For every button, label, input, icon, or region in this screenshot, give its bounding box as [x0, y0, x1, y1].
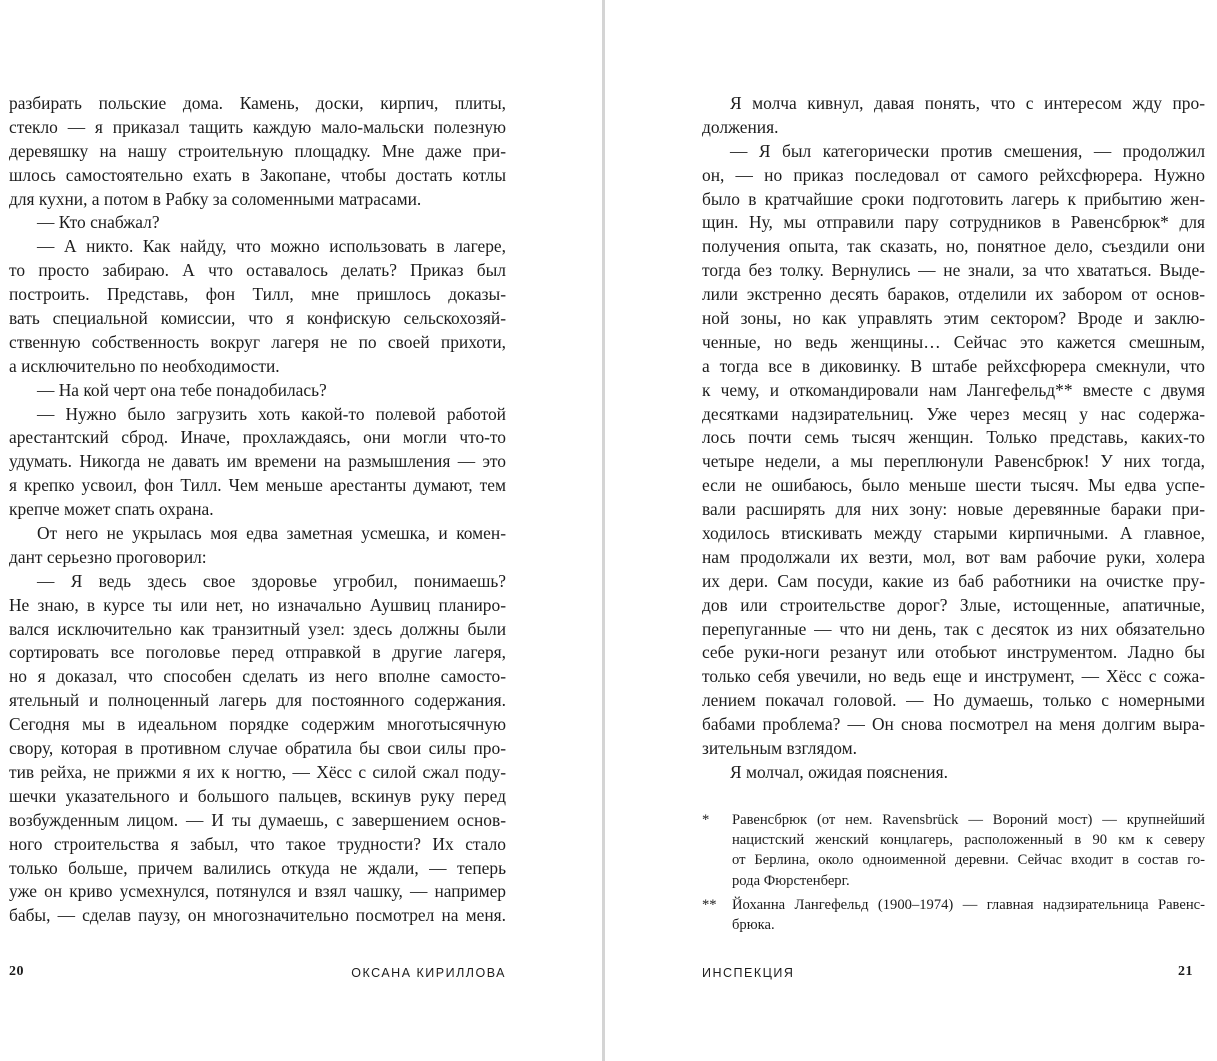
- text-line: — Я был категорически против смешения, — продолжил: [730, 140, 1205, 161]
- footnote-mark: **: [702, 896, 717, 913]
- footnote: [702, 810, 1205, 891]
- text-line: От него не укрылась моя едва заметная усмешка, и комен-: [37, 523, 506, 544]
- right-page-number: 21: [1178, 964, 1193, 979]
- text-line: я крепко усвоил, фон Тилл. Чем меньше арестанты думают, тем: [9, 475, 506, 496]
- left-page-number: 20: [9, 964, 24, 979]
- text-line: Сегодня мы в идеальном порядке содержим многотысячную: [9, 714, 506, 735]
- text-line: четыре недели, а мы переплюнули Равенсбрюк! У них тогда,: [702, 451, 1205, 472]
- text-line: Не знаю, в курсе ты или нет, но изначально Аушвиц планиро-: [9, 594, 506, 615]
- right-running-head: ИНСПЕКЦИЯ: [702, 966, 795, 980]
- text-line: тив рейха, не прижми я их к ногтю, — Хёсс с силой сжал поду-: [9, 761, 506, 782]
- footnote-line: от Берлина, около одноименной деревни. Сейчас входит в состав го-: [732, 852, 1205, 869]
- text-line: шечки указательного и большого пальцев, вскинув руку перед: [9, 785, 506, 806]
- text-line: — На кой черт она тебе понадобилась?: [37, 379, 327, 400]
- left-page-body: [9, 92, 506, 928]
- text-line: вали расширять для них зону: новые деревянные бараки при-: [702, 499, 1205, 520]
- footnote-line: Равенсбрюк (от нем. Ravensbrück — Вороний мост) — крупнейший: [732, 812, 1205, 828]
- text-line: только больше, причем валились откуда не ждали, — теперь: [9, 857, 506, 878]
- text-line: бабами проблема? — Он снова посмотрел на меня долгим выра-: [702, 714, 1205, 735]
- text-line: ной зоны, но как управлять этим сектором? Вроде и заклю-: [702, 308, 1205, 329]
- text-line: крепче может спать охрана.: [9, 499, 214, 520]
- text-line: построить. Представь, фон Тилл, мне пришлось доказы-: [9, 284, 506, 305]
- text-line: ченные, но ведь женщины… Сейчас это кажется смешным,: [702, 331, 1205, 352]
- footnote-line: рода Фюрстенберг.: [732, 872, 850, 889]
- right-page: [606, 0, 1217, 1061]
- text-line: перепуганные — что ни день, так с десяток из них обязательно: [702, 618, 1205, 639]
- text-line: бабы, — сделав паузу, он многозначительно посмотрел на меня.: [9, 905, 506, 926]
- text-line: было в кратчайшие сроки подготовить лагерь к прибытию жен-: [702, 188, 1205, 209]
- text-line: ходилось втискивать между старыми кирпичными. А главное,: [702, 523, 1205, 544]
- footnotes: [702, 810, 1205, 939]
- text-line: но я доказал, что способен сделать из него вполне самосто-: [9, 666, 506, 687]
- footnote: [702, 895, 1205, 935]
- text-line: ятельный и полноценный лагерь для постоянного содержания.: [9, 690, 506, 711]
- text-line: возбужденным лицом. — И ты думаешь, с завершением основ-: [9, 809, 506, 830]
- text-line: тогда без толку. Вернулись — не знали, за что хвататься. Выде-: [702, 260, 1205, 281]
- text-line: дов или строительстве дорог? Злые, истощенные, апатичные,: [702, 594, 1205, 615]
- text-line: удумать. Никогда не давать им времени на размышления — это: [9, 451, 506, 472]
- left-page: [0, 0, 604, 1061]
- book-gutter: [602, 0, 605, 1061]
- footnote-mark: *: [702, 812, 710, 828]
- text-line: получения опыта, так сказать, но, понятное дело, съездили они: [702, 236, 1205, 257]
- text-line: только себя увечили, но ведь еще и инструмент, — Хёсс с сожа-: [702, 666, 1205, 687]
- text-line: разбирать польские дома. Камень, доски, кирпич, плиты,: [9, 93, 506, 113]
- footnote-line: нацистский женский концлагерь, расположенный в 90 км к северу: [732, 832, 1205, 849]
- text-line: щин. Ну, мы отправили пару сотрудников в Равенсбрюк* для: [702, 212, 1205, 233]
- text-line: он, — но приказ последовал от самого рейхсфюрера. Нужно: [702, 164, 1205, 185]
- text-line: а тогда все в диковинку. В штабе рейхсфюрера смекнули, что: [702, 355, 1205, 376]
- text-line: вался исключительно как транзитный узел: здесь должны были: [9, 618, 506, 639]
- right-page-body: [702, 92, 1205, 785]
- footnote-line: брюка.: [732, 916, 775, 933]
- text-line: Я молча кивнул, давая понять, что с интересом жду про-: [730, 93, 1205, 113]
- text-line: — А никто. Как найду, что можно использовать в лагере,: [37, 236, 506, 257]
- text-line: — Нужно было загрузить хоть какой-то полевой работой: [37, 403, 506, 424]
- text-line: себе руки-ноги резанут или отобьют инструментом. Ладно бы: [702, 642, 1205, 663]
- text-line: а исключительно по необходимости.: [9, 355, 280, 376]
- text-line: нам продолжали их везти, мол, вот вам рабочие руки, холера: [702, 546, 1205, 567]
- text-line: — Я ведь здесь свое здоровье угробил, понимаешь?: [37, 570, 506, 591]
- text-line: стекло — я приказал тащить каждую мало-мальски полезную: [9, 116, 506, 137]
- text-line: вать специальной комиссии, что я конфискую сельскохозяй-: [9, 308, 506, 329]
- text-line: деревяшку на нашу строительную площадку. Мне даже при-: [9, 140, 506, 161]
- text-line: ственную собственность вокруг лагеря не по своей прихоти,: [9, 331, 506, 352]
- text-line: сортировать все поголовье перед отправкой в другие лагеря,: [9, 642, 506, 663]
- text-line: уже он криво усмехнулся, потянулся и взял чашку, — например: [9, 881, 506, 902]
- text-line: то просто забираю. А что оставалось делать? Приказ был: [9, 260, 506, 281]
- text-line: Я молчал, ожидая пояснения.: [730, 761, 948, 782]
- text-line: лением покачал головой. — Но думаешь, только с номерными: [702, 690, 1205, 711]
- text-line: лили экстренно десять бараков, отделили их забором от основ-: [702, 284, 1205, 305]
- text-line: для кухни, а потом в Рабку за соломенными матрасами.: [9, 188, 422, 209]
- text-line: ного строительства я забыл, что такое трудности? Их стало: [9, 833, 506, 854]
- text-line: к чему, и откомандировали нам Лангефельд** вместе с двумя: [702, 379, 1205, 400]
- text-line: шлось самостоятельно ехать в Закопане, чтобы достать котлы: [9, 164, 506, 185]
- text-line: — Кто снабжал?: [37, 212, 160, 233]
- text-line: свору, которая в противном случае обратила бы свои силы про-: [9, 738, 506, 759]
- text-line: арестантский сброд. Иначе, прохлаждаясь, они могли что-то: [9, 427, 506, 448]
- footnote-line: Йоханна Лангефельд (1900–1974) — главная надзирательница Равенс-: [732, 896, 1205, 913]
- text-line: их дери. Сам посуди, какие из баб работники на очистке пру-: [702, 570, 1205, 591]
- text-line: если не ошибаюсь, было меньше шести тысяч. Мы едва успе-: [702, 475, 1205, 496]
- left-running-head: ОКСАНА КИРИЛЛОВА: [351, 966, 506, 980]
- text-line: дант серьезно проговорил:: [9, 546, 207, 567]
- text-line: лось почти семь тысяч женщин. Только представь, каких-то: [702, 427, 1205, 448]
- text-line: зительным взглядом.: [702, 738, 858, 759]
- text-line: десятками надзирательниц. Уже через месяц у нас содержа-: [702, 403, 1205, 424]
- text-line: должения.: [702, 116, 779, 137]
